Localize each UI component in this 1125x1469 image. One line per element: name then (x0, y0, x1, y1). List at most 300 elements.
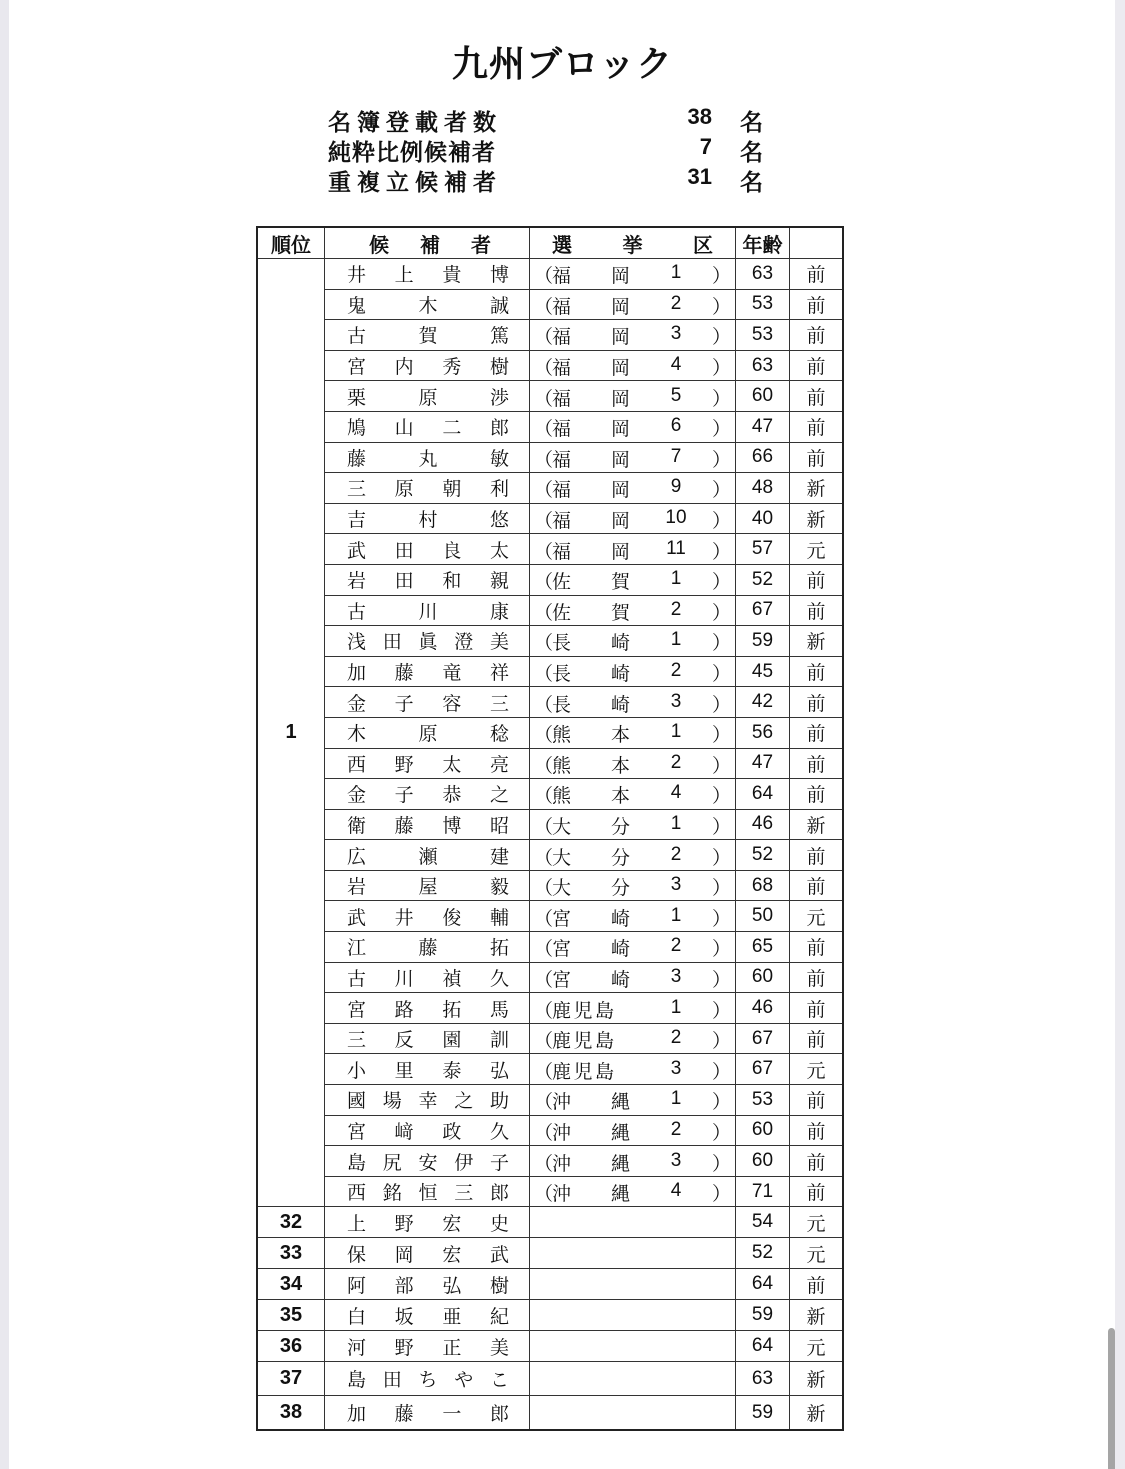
name-char: や (454, 1369, 474, 1392)
name-char: 岩 (347, 570, 367, 593)
prefecture-char: 縄 (610, 1091, 630, 1114)
status-cell: 新 (790, 809, 844, 840)
district-number: 1 (670, 1088, 682, 1110)
age-cell: 63 (736, 259, 790, 290)
name-char: 三 (347, 478, 367, 501)
prefecture (552, 414, 630, 441)
table-row (257, 411, 843, 442)
name-char: 和 (442, 570, 462, 593)
table-row (257, 595, 843, 626)
paren-open: （ (534, 1121, 554, 1144)
name-char: 助 (489, 1090, 509, 1113)
name-char: 樹 (489, 1274, 509, 1297)
prefecture-char: 児 (573, 1030, 593, 1053)
summary-unit: 名 (740, 140, 763, 166)
district-cell (530, 656, 736, 687)
status-cell: 前 (790, 1176, 844, 1207)
age-cell: 59 (736, 626, 790, 657)
summary-row-registered (328, 104, 788, 134)
table-row (257, 1115, 843, 1146)
table-row (257, 1146, 843, 1177)
table-row (257, 381, 843, 412)
age-cell: 59 (736, 1300, 790, 1331)
paren-close: ） (711, 295, 731, 318)
district-cell (530, 932, 736, 963)
prefecture-char: 沖 (552, 1121, 572, 1144)
name-char: 阿 (347, 1274, 367, 1297)
district-number: 2 (670, 935, 682, 957)
district-number: 1 (670, 904, 682, 926)
paren-close: ） (711, 1152, 731, 1175)
status-cell: 前 (790, 1269, 844, 1300)
name-char: 栗 (347, 386, 367, 409)
status-cell: 前 (790, 1146, 844, 1177)
age-cell: 54 (736, 1207, 790, 1238)
name-char: 武 (347, 539, 367, 562)
prefecture-char: 熊 (552, 785, 572, 808)
paren-open: （ (534, 601, 554, 624)
name-char: 二 (442, 417, 462, 440)
candidate-name (325, 962, 530, 993)
candidate-name (325, 289, 530, 320)
age-cell: 52 (736, 840, 790, 871)
table-row (257, 259, 843, 290)
candidate-name (325, 1176, 530, 1207)
district-cell (530, 381, 736, 412)
table-row (257, 840, 843, 871)
name-char: 村 (418, 509, 438, 532)
name-char: 藤 (394, 662, 414, 685)
name-char: 武 (489, 1243, 509, 1266)
name-char: 俊 (442, 906, 462, 929)
name-char: 宮 (347, 356, 367, 379)
prefecture (552, 598, 630, 625)
name-char: 田 (382, 631, 402, 654)
table-row (257, 534, 843, 565)
name-char: 西 (347, 753, 367, 776)
name-char: 樹 (489, 356, 509, 379)
name-char: 賀 (418, 325, 438, 348)
table-row (257, 442, 843, 473)
prefecture-char: 沖 (552, 1091, 572, 1114)
paren-open: （ (534, 326, 554, 349)
name-char: 太 (442, 753, 462, 776)
district-cell (530, 993, 736, 1024)
candidate-name (325, 411, 530, 442)
prefecture-char: 大 (552, 877, 572, 900)
status-cell: 元 (790, 534, 844, 565)
name-char: 屋 (418, 876, 438, 899)
name-char: 誠 (489, 294, 509, 317)
paren-close: ） (711, 1183, 731, 1206)
paren-open: （ (534, 1060, 554, 1083)
name-char: 田 (394, 570, 414, 593)
prefecture-char: 岡 (610, 387, 630, 410)
scrollbar-thumb[interactable] (1108, 1328, 1115, 1469)
name-char: 弘 (442, 1274, 462, 1297)
prefecture-char: 島 (594, 1060, 614, 1083)
district-cell (530, 259, 736, 290)
name-char: 三 (489, 692, 509, 715)
name-char: 三 (347, 1029, 367, 1052)
paren-close: ） (711, 540, 731, 563)
age-cell: 53 (736, 289, 790, 320)
name-char: 古 (347, 325, 367, 348)
name-char: 容 (442, 692, 462, 715)
name-char: 悠 (489, 509, 509, 532)
header-status (790, 227, 844, 259)
prefecture (552, 1087, 630, 1114)
name-char: 子 (394, 784, 414, 807)
status-cell: 元 (790, 1238, 844, 1269)
name-char: 竜 (442, 662, 462, 685)
name-char: 鳩 (347, 417, 367, 440)
district-cell (530, 748, 736, 779)
name-char: 原 (418, 723, 438, 746)
age-cell: 63 (736, 350, 790, 381)
table-row (257, 1331, 843, 1362)
district-number: 3 (670, 1149, 682, 1171)
name-char: 坂 (394, 1305, 414, 1328)
status-cell: 新 (790, 473, 844, 504)
prefecture (552, 475, 630, 502)
name-char: 内 (394, 356, 414, 379)
paren-open: （ (534, 1030, 554, 1053)
name-char: 昭 (489, 814, 509, 837)
paren-close: ） (711, 265, 731, 288)
age-cell: 52 (736, 1238, 790, 1269)
district-number: 2 (670, 598, 682, 620)
candidate-name (325, 1362, 530, 1396)
age-cell: 64 (736, 779, 790, 810)
prefecture-char: 本 (610, 785, 630, 808)
district-cell (530, 1269, 736, 1300)
district-number: 3 (670, 1057, 682, 1079)
name-char: 丸 (418, 447, 438, 470)
paren-open: （ (534, 448, 554, 471)
name-char: 路 (394, 998, 414, 1021)
prefecture (552, 873, 630, 900)
age-cell: 53 (736, 1085, 790, 1116)
age-cell: 46 (736, 809, 790, 840)
district-cell (530, 1085, 736, 1116)
prefecture-char: 賀 (610, 571, 630, 594)
prefecture-char: 宮 (552, 907, 572, 930)
district-cell (530, 1207, 736, 1238)
district-cell (530, 320, 736, 351)
summary-label: 重複立候補者 (328, 170, 502, 196)
paren-open: （ (534, 387, 554, 410)
header-age: 年齢 (736, 227, 790, 259)
prefecture-char: 福 (552, 326, 572, 349)
prefecture-char: 児 (573, 999, 593, 1022)
table-row (257, 656, 843, 687)
candidate-name (325, 901, 530, 932)
status-cell: 前 (790, 595, 844, 626)
district-cell (530, 687, 736, 718)
age-cell: 67 (736, 595, 790, 626)
name-char: 國 (347, 1090, 367, 1113)
status-cell: 前 (790, 442, 844, 473)
prefecture-char: 分 (610, 846, 630, 869)
district-number: 4 (670, 1180, 682, 1202)
name-char: 金 (347, 692, 367, 715)
candidate-name (325, 779, 530, 810)
status-cell: 元 (790, 901, 844, 932)
name-char: 渉 (489, 386, 509, 409)
district-cell (530, 901, 736, 932)
prefecture (552, 1026, 614, 1053)
summary-value: 38 (687, 104, 712, 129)
district-cell (530, 1362, 736, 1396)
name-char: 藤 (394, 1403, 414, 1426)
name-char: 篤 (489, 325, 509, 348)
age-cell: 60 (736, 962, 790, 993)
prefecture (552, 1149, 630, 1176)
age-cell: 45 (736, 656, 790, 687)
name-char: 輔 (489, 906, 509, 929)
prefecture (552, 506, 630, 533)
name-char: 江 (347, 937, 367, 960)
district-cell (530, 717, 736, 748)
table-row (257, 564, 843, 595)
status-cell: 前 (790, 259, 844, 290)
status-cell: 前 (790, 1085, 844, 1116)
paren-open: （ (534, 999, 554, 1022)
paren-open: （ (534, 295, 554, 318)
name-char: 白 (347, 1305, 367, 1328)
candidate-name (325, 1207, 530, 1238)
paren-open: （ (534, 663, 554, 686)
age-cell: 66 (736, 442, 790, 473)
name-char: 敏 (489, 447, 509, 470)
paren-open: （ (534, 724, 554, 747)
age-cell: 71 (736, 1176, 790, 1207)
header-char: 補 (420, 232, 440, 257)
summary-row-pr-only (328, 134, 788, 164)
table-row (257, 870, 843, 901)
table-row (257, 901, 843, 932)
paren-close: ） (711, 999, 731, 1022)
name-char: 吉 (347, 509, 367, 532)
status-cell: 前 (790, 993, 844, 1024)
age-cell: 60 (736, 1146, 790, 1177)
paren-close: ） (711, 387, 731, 410)
paren-open: （ (534, 479, 554, 502)
candidate-name (325, 534, 530, 565)
status-cell: 前 (790, 932, 844, 963)
table-row (257, 1269, 843, 1300)
name-char: 史 (489, 1212, 509, 1235)
paren-close: ） (711, 663, 731, 686)
district-cell (530, 289, 736, 320)
age-cell: 64 (736, 1331, 790, 1362)
prefecture-char: 分 (610, 877, 630, 900)
prefecture-char: 本 (610, 754, 630, 777)
table-header-row (257, 227, 843, 259)
prefecture (552, 445, 630, 472)
paren-close: ） (711, 510, 731, 533)
prefecture-char: 長 (552, 693, 572, 716)
rank-cell: 36 (257, 1331, 325, 1362)
prefecture (552, 965, 630, 992)
district-cell (530, 350, 736, 381)
status-cell: 元 (790, 1331, 844, 1362)
prefecture (552, 659, 630, 686)
name-char: 訓 (489, 1029, 509, 1052)
district-number: 3 (670, 690, 682, 712)
prefecture-char: 福 (552, 448, 572, 471)
district-number: 6 (670, 415, 682, 437)
district-number: 1 (670, 262, 682, 284)
district-number: 11 (666, 537, 686, 559)
prefecture (552, 1179, 630, 1206)
paren-close: ） (711, 785, 731, 808)
prefecture (552, 996, 614, 1023)
paren-open: （ (534, 540, 554, 563)
scrollbar-track[interactable] (1115, 0, 1125, 1469)
table-row (257, 932, 843, 963)
prefecture (552, 567, 630, 594)
paren-open: （ (534, 1091, 554, 1114)
district-cell (530, 809, 736, 840)
district-cell (530, 962, 736, 993)
prefecture-char: 福 (552, 510, 572, 533)
name-char: 島 (347, 1369, 367, 1392)
district-number: 3 (670, 874, 682, 896)
summary-block (328, 104, 788, 194)
name-char: 一 (442, 1403, 462, 1426)
paren-open: （ (534, 632, 554, 655)
prefecture (552, 322, 630, 349)
prefecture-char: 賀 (610, 601, 630, 624)
name-char: 利 (489, 478, 509, 501)
paren-open: （ (534, 510, 554, 533)
name-char: 部 (394, 1274, 414, 1297)
paren-close: ） (711, 938, 731, 961)
age-cell: 47 (736, 748, 790, 779)
district-number: 2 (670, 292, 682, 314)
rank-cell: 35 (257, 1300, 325, 1331)
table-row (257, 503, 843, 534)
candidate-name (325, 870, 530, 901)
table-row (257, 1396, 843, 1431)
name-char: 川 (418, 600, 438, 623)
name-char: 良 (442, 539, 462, 562)
candidate-name (325, 1023, 530, 1054)
district-cell (530, 442, 736, 473)
name-char: 恭 (442, 784, 462, 807)
name-char: 加 (347, 1403, 367, 1426)
name-char: 幸 (418, 1090, 438, 1113)
name-char: 美 (489, 1336, 509, 1359)
paren-close: ） (711, 1091, 731, 1114)
name-char: 藤 (347, 447, 367, 470)
paren-close: ） (711, 877, 731, 900)
paren-open: （ (534, 877, 554, 900)
table-row (257, 1054, 843, 1085)
status-cell: 前 (790, 1023, 844, 1054)
prefecture-char: 縄 (610, 1183, 630, 1206)
status-cell: 前 (790, 779, 844, 810)
district-cell (530, 1331, 736, 1362)
name-char: 武 (347, 906, 367, 929)
prefecture (552, 781, 630, 808)
age-cell: 57 (736, 534, 790, 565)
paren-close: ） (711, 846, 731, 869)
name-char: 親 (489, 570, 509, 593)
name-char: 場 (382, 1090, 402, 1113)
rank-cell: 34 (257, 1269, 325, 1300)
name-char: 里 (394, 1059, 414, 1082)
district-number: 1 (670, 721, 682, 743)
district-number: 1 (670, 996, 682, 1018)
district-cell (530, 564, 736, 595)
name-char: 秀 (442, 356, 462, 379)
name-char: 木 (418, 294, 438, 317)
name-char: 博 (489, 264, 509, 287)
paren-close: ） (711, 1030, 731, 1053)
prefecture-char: 岡 (610, 448, 630, 471)
name-char: 島 (347, 1151, 367, 1174)
paren-open: （ (534, 968, 554, 991)
status-cell: 前 (790, 289, 844, 320)
prefecture-char: 島 (594, 1030, 614, 1053)
age-cell: 67 (736, 1023, 790, 1054)
name-char: 禎 (442, 967, 462, 990)
candidate-name (325, 717, 530, 748)
district-cell (530, 473, 736, 504)
candidate-name (325, 993, 530, 1024)
name-char: 宏 (442, 1212, 462, 1235)
name-char: 三 (454, 1182, 474, 1205)
prefecture (552, 843, 630, 870)
name-char: 鬼 (347, 294, 367, 317)
paren-open: （ (534, 815, 554, 838)
status-cell: 前 (790, 687, 844, 718)
status-cell: 前 (790, 411, 844, 442)
paren-open: （ (534, 357, 554, 380)
name-char: 泰 (442, 1059, 462, 1082)
prefecture-char: 福 (552, 387, 572, 410)
prefecture (552, 690, 630, 717)
district-cell (530, 1146, 736, 1177)
age-cell: 60 (736, 381, 790, 412)
name-char: 宮 (347, 1120, 367, 1143)
candidate-name (325, 1396, 530, 1431)
prefecture-char: 崎 (610, 663, 630, 686)
district-cell (530, 595, 736, 626)
candidate-name (325, 259, 530, 290)
name-char: 川 (394, 967, 414, 990)
prefecture-char: 岡 (610, 510, 630, 533)
name-char: 上 (394, 264, 414, 287)
name-char: 政 (442, 1120, 462, 1143)
header-char: 区 (693, 232, 713, 257)
name-char: 拓 (489, 937, 509, 960)
rank-cell: 1 (257, 259, 325, 1207)
prefecture (552, 261, 630, 288)
header-candidate (325, 227, 530, 259)
prefecture-char: 沖 (552, 1183, 572, 1206)
district-number: 2 (670, 751, 682, 773)
district-cell (530, 503, 736, 534)
status-cell: 前 (790, 1115, 844, 1146)
paren-close: ） (711, 571, 731, 594)
status-cell: 前 (790, 748, 844, 779)
age-cell: 52 (736, 564, 790, 595)
status-cell: 新 (790, 1362, 844, 1396)
